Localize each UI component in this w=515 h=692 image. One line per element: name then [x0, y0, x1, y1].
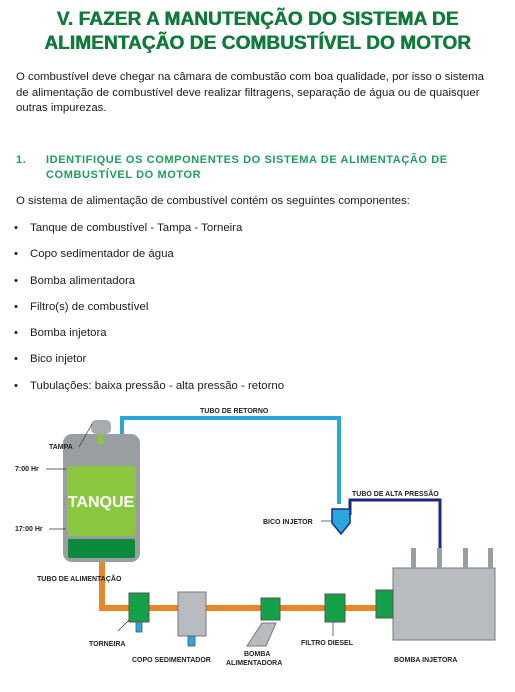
list-item: [14, 353, 284, 379]
feed-pump-icon: [261, 598, 280, 620]
injection-pump-inlet-icon: [376, 590, 393, 618]
list-item: [14, 222, 284, 248]
page-title: [0, 8, 515, 56]
diesel-filter-icon: [325, 594, 345, 622]
bullet-icon: •: [14, 274, 18, 287]
list-item-text: Bico injetor: [30, 353, 87, 366]
valve-icon: [129, 593, 149, 622]
label-tampa: TAMPA: [49, 444, 73, 451]
cap-icon: [91, 420, 111, 434]
list-item-text: Bomba injetora: [30, 327, 107, 340]
label-tubo-alta: TUBO DE ALTA PRESSÃO: [352, 491, 439, 498]
bullet-icon: •: [14, 379, 18, 392]
injection-pump-body: [393, 568, 495, 640]
label-copo: COPO SEDIMENTADOR: [132, 657, 211, 664]
list-item-text: Copo sedimentador de água: [30, 248, 174, 261]
list-item: [14, 248, 284, 274]
cap-breather-icon: [98, 434, 104, 444]
label-torneira: TORNEIRA: [89, 641, 126, 648]
label-bomba-injetora: BOMBA INJETORA: [394, 657, 458, 664]
label-tubo-alimentacao: TUBO DE ALIMENTAÇÃO: [37, 576, 122, 583]
section-heading-line-1: IDENTIFIQUE OS COMPONENTES DO SISTEMA DE ALIMENTAÇÃO DE: [46, 154, 448, 166]
label-time-bottom: 17:00 Hr: [15, 526, 43, 533]
intro-line-2: de alimentação de combustível deve realizar filtragens, separação de água ou de quaisquer: [16, 86, 480, 99]
bullet-icon: •: [14, 248, 18, 261]
feed-pump-lever-icon: [247, 623, 276, 646]
component-list: [14, 222, 284, 406]
list-item: [14, 275, 284, 301]
list-item-text: Bomba alimentadora: [30, 274, 136, 287]
bullet-icon: •: [14, 327, 18, 340]
label-bico: BICO INJETOR: [263, 519, 313, 526]
section-heading-line-2: COMBUSTÍVEL DO MOTOR: [46, 168, 202, 181]
tank-bottom: [68, 539, 135, 558]
label-tubo-retorno: TUBO DE RETORNO: [200, 408, 269, 415]
list-item: [14, 327, 284, 353]
injector-nozzle-icon: [332, 509, 350, 534]
title-line-1: V. FAZER A MANUTENÇÃO DO SISTEMA DE: [56, 9, 459, 30]
bullet-icon: •: [14, 353, 18, 366]
label-bomba-alim-1: BOMBA: [244, 651, 271, 658]
return-line: [122, 418, 339, 504]
intro-paragraph: [16, 70, 506, 117]
label-time-top: 7:00 Hr: [15, 466, 39, 473]
label-filtro: FILTRO DIESEL: [301, 640, 353, 647]
title-line-2: ALIMENTAÇÃO DE COMBUSTÍVEL DO MOTOR: [44, 33, 471, 54]
list-item-text: Tanque de combustível - Tampa - Torneira: [30, 222, 243, 234]
tank-label: TANQUE: [67, 494, 135, 511]
list-item: [14, 301, 284, 327]
section-number: 1.: [16, 154, 27, 166]
list-item-text: Tubulações: baixa pressão - alta pressão - retorno: [30, 379, 285, 392]
fuel-system-diagram: [0, 400, 515, 692]
sediment-bowl-icon: [178, 592, 206, 636]
bullet-icon: •: [14, 300, 18, 313]
high-pressure-line: [350, 500, 440, 560]
label-bomba-alim-2: ALIMENTADORA: [226, 660, 283, 667]
lead-text: O sistema de alimentação de combustível contém os seguintes componentes:: [16, 195, 410, 207]
bullet-icon: •: [14, 222, 18, 234]
intro-line-1: O combustível deve chegar na câmara de combustão com boa qualidade, por isso o sistema: [16, 71, 484, 83]
intro-line-3: outras impurezas.: [16, 102, 107, 114]
list-item-text: Filtro(s) de combustível: [30, 300, 149, 313]
